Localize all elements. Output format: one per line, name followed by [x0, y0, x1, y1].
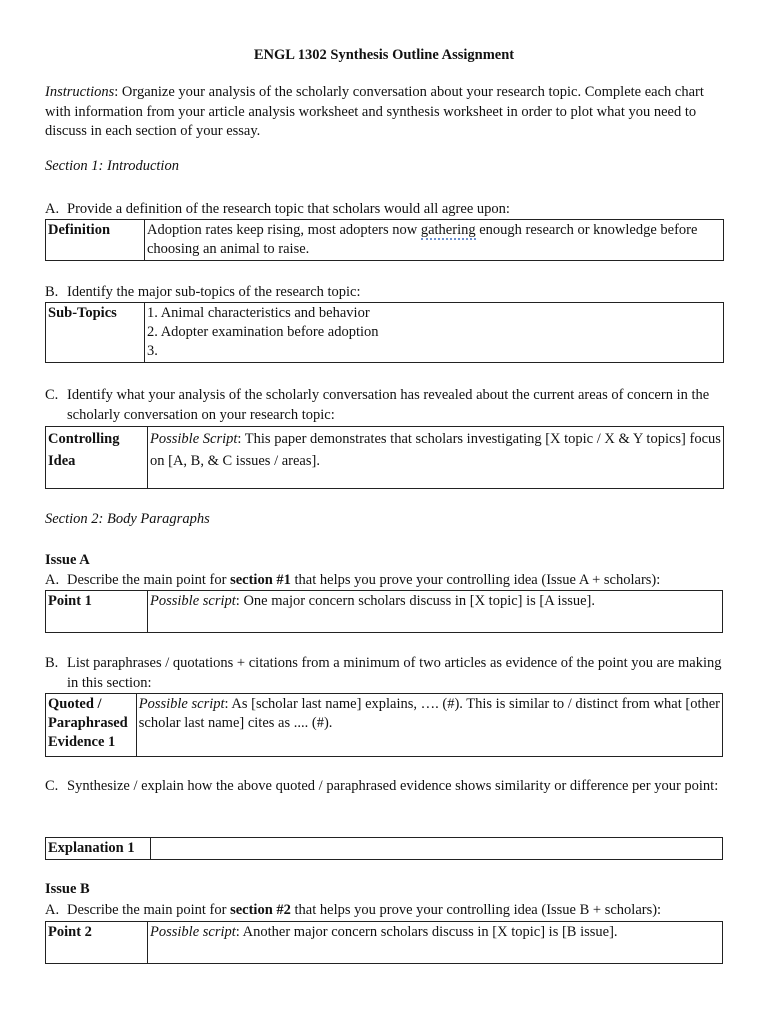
- instructions-paragraph: [45, 83, 725, 142]
- question-text: Synthesize / explain how the above quoted / paraphrased evidence shows similarity or difference per your point:: [67, 778, 719, 794]
- definition-table: [45, 219, 724, 261]
- script-label: Possible script: [150, 593, 236, 609]
- point-1-table: [45, 590, 723, 633]
- question-text-pre: Describe the main point for: [67, 902, 231, 918]
- question-text: [67, 900, 735, 920]
- evidence-1-table: [45, 693, 723, 757]
- question-label: A.: [45, 572, 60, 588]
- script-text: : Another major concern scholars discuss in [X topic] is [B issue].: [235, 924, 618, 940]
- question-text-post: that helps you prove your controlling idea (Issue A + scholars):: [290, 572, 661, 588]
- header-line: Quoted /: [48, 696, 102, 712]
- instructions-label: Instructions: [45, 84, 115, 100]
- section1-heading: Section 1: Introduction: [45, 158, 179, 174]
- section2-heading: Section 2: Body Paragraphs: [45, 511, 210, 527]
- explanation-1-cell[interactable]: [151, 838, 723, 860]
- question-text: [67, 570, 735, 590]
- document-title: ENGL 1302 Synthesis Outline Assignment: [253, 47, 515, 63]
- definition-text-before: Adoption rates keep rising, most adopters now: [147, 222, 421, 238]
- question-text-bold: section #2: [230, 902, 291, 918]
- controlling-idea-cell[interactable]: [148, 427, 724, 489]
- question-controlling-idea: [45, 385, 735, 425]
- question-text: Identify what your analysis of the scholarly conversation has revealed about the current areas of concern in the scholarly conversation on your research topic:: [67, 387, 710, 423]
- subtopic-item: 3.: [147, 343, 158, 359]
- question-point-1: [45, 570, 735, 590]
- script-text: : One major concern scholars discuss in [X topic] is [A issue].: [235, 593, 595, 609]
- issue-b-title: Issue B: [45, 881, 90, 897]
- point-2-table: [45, 921, 723, 964]
- subtopics-cell[interactable]: [145, 303, 724, 363]
- question-text: Identify the major sub-topics of the research topic:: [67, 284, 361, 300]
- controlling-idea-table: [45, 426, 724, 489]
- question-label: A.: [45, 201, 60, 217]
- point-2-header: Point 2: [46, 922, 148, 964]
- script-label: Possible script: [138, 696, 225, 712]
- subtopics-table: [45, 302, 724, 363]
- evidence-1-header: [46, 694, 137, 757]
- question-point-2: [45, 900, 735, 920]
- definition-cell[interactable]: [145, 220, 724, 261]
- script-label: Possible script: [150, 924, 236, 940]
- script-text-line-2: scholar last name] cites as .... (#).: [138, 715, 333, 731]
- subtopic-item: 2. Adopter examination before adoption: [147, 324, 379, 340]
- point-1-cell[interactable]: [148, 591, 723, 633]
- evidence-line-1: [139, 695, 720, 714]
- point-2-cell[interactable]: [148, 922, 723, 964]
- question-text: Provide a definition of the research topic that scholars would all agree upon:: [67, 201, 510, 217]
- question-label: C.: [45, 778, 59, 794]
- spellcheck-flagged-word: gathering: [420, 222, 476, 238]
- script-text: : This paper demonstrates that scholars investigating [X topic / X & Y topics] focus on [A, B, & C issues / areas].: [150, 431, 721, 469]
- question-text: List paraphrases / quotations + citations from a minimum of two articles as evidence of the point you are making in this section:: [67, 655, 722, 691]
- question-label: A.: [45, 902, 60, 918]
- subtopics-header: Sub-Topics: [46, 303, 145, 363]
- question-text-pre: Describe the main point for: [67, 572, 231, 588]
- question-label: B.: [45, 284, 59, 300]
- question-subtopics: [45, 282, 735, 302]
- script-text-line-1: : As [scholar last name] explains, …. (#). This is similar to / distinct from what [other: [224, 696, 720, 712]
- header-line: Paraphrased: [48, 715, 128, 731]
- question-label: B.: [45, 655, 59, 671]
- issue-a-title: Issue A: [45, 552, 90, 568]
- header-line: Controlling: [48, 431, 120, 447]
- header-line: Idea: [48, 453, 76, 469]
- question-definition: [45, 199, 735, 219]
- definition-header: Definition: [46, 220, 145, 261]
- question-evidence: [45, 653, 735, 693]
- script-label: Possible Script: [150, 431, 238, 447]
- evidence-1-cell[interactable]: [136, 694, 722, 757]
- explanation-1-table: [45, 837, 723, 860]
- instructions-text: : Organize your analysis of the scholarly conversation about your research topic. Complete each chart with information from your article analysis worksheet and synthesis worksheet in order to plot what you need to discuss in each section of your essay.: [45, 84, 704, 139]
- header-line: Evidence 1: [48, 734, 116, 750]
- explanation-1-header: Explanation 1: [46, 838, 151, 860]
- point-1-header: Point 1: [46, 591, 148, 633]
- question-text-post: that helps you prove your controlling idea (Issue B + scholars):: [290, 902, 662, 918]
- subtopic-item: 1. Animal characteristics and behavior: [147, 305, 370, 321]
- question-text-bold: section #1: [230, 572, 291, 588]
- question-synthesize: [45, 776, 735, 816]
- question-label: C.: [45, 387, 59, 403]
- controlling-idea-header: [46, 427, 148, 489]
- definition-text-after: enough research or knowledge before choosing an animal to raise.: [147, 222, 698, 257]
